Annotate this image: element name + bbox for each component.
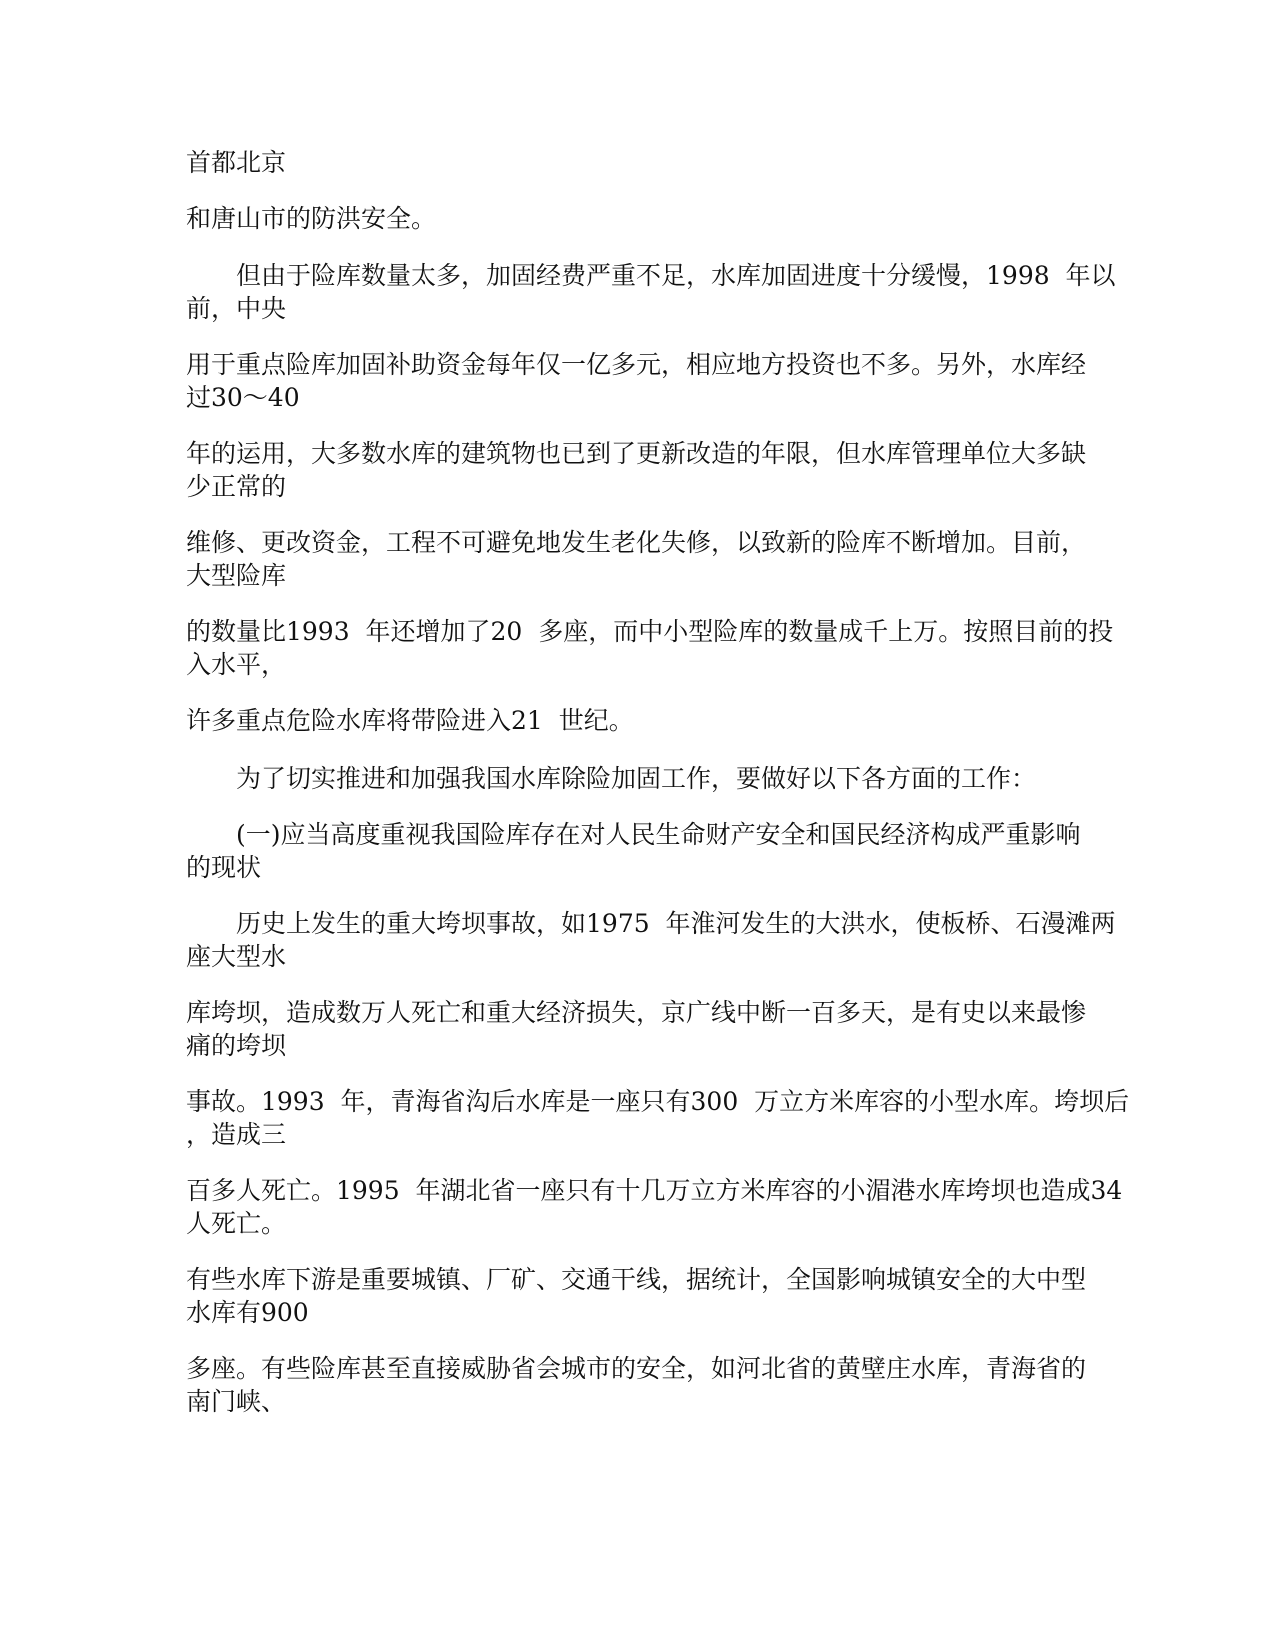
paragraph-9: 为了切实推进和加强我国水库除险加固工作，要做好以下各方面的工作：	[186, 764, 1037, 793]
paragraph-6: 维修、更改资金，工程不可避免地发生老化失修，以致新的险库不断增加。目前， 大型险库	[186, 528, 1087, 590]
paragraph-3: 但由于险库数量太多，加固经费严重不足，水库加固进度十分缓慢，1998 年以 前，中央	[186, 261, 1116, 323]
paragraph-11: 历史上发生的重大垮坝事故，如1975 年淮河发生的大洪水，使板桥、石漫滩两 座大型水	[186, 909, 1116, 971]
paragraph-2: 和唐山市的防洪安全。	[186, 204, 437, 233]
paragraph-12: 库垮坝，造成数万人死亡和重大经济损失，京广线中断一百多天，是有史以来最惨 痛的垮坝	[186, 998, 1087, 1060]
paragraph-5: 年的运用，大多数水库的建筑物也已到了更新改造的年限，但水库管理单位大多缺 少正常的	[186, 439, 1087, 501]
paragraph-8: 许多重点危险水库将带险进入21 世纪。	[186, 706, 634, 735]
paragraph-15: 有些水库下游是重要城镇、厂矿、交通干线，据统计，全国影响城镇安全的大中型 水库有900	[186, 1265, 1087, 1327]
paragraph-14: 百多人死亡。1995 年湖北省一座只有十几万立方米库容的小湄港水库垮坝也造成34 人死亡。	[186, 1176, 1123, 1238]
paragraph-1: 首都北京	[186, 148, 287, 177]
paragraph-10: (一)应当高度重视我国险库存在对人民生命财产安全和国民经济构成严重影响 的现状	[186, 820, 1081, 882]
paragraph-16: 多座。有些险库甚至直接威胁省会城市的安全，如河北省的黄壁庄水库，青海省的 南门峡、	[186, 1354, 1087, 1416]
paragraph-7: 的数量比1993 年还增加了20 多座，而中小型险库的数量成千上万。按照目前的投 入水平，	[186, 617, 1114, 679]
paragraph-13: 事故。1993 年，青海省沟后水库是一座只有300 万立方米库容的小型水库。垮坝后 ，造成三	[186, 1087, 1130, 1149]
paragraph-4: 用于重点险库加固补助资金每年仅一亿多元，相应地方投资也不多。另外，水库经 过30～40	[186, 350, 1087, 412]
